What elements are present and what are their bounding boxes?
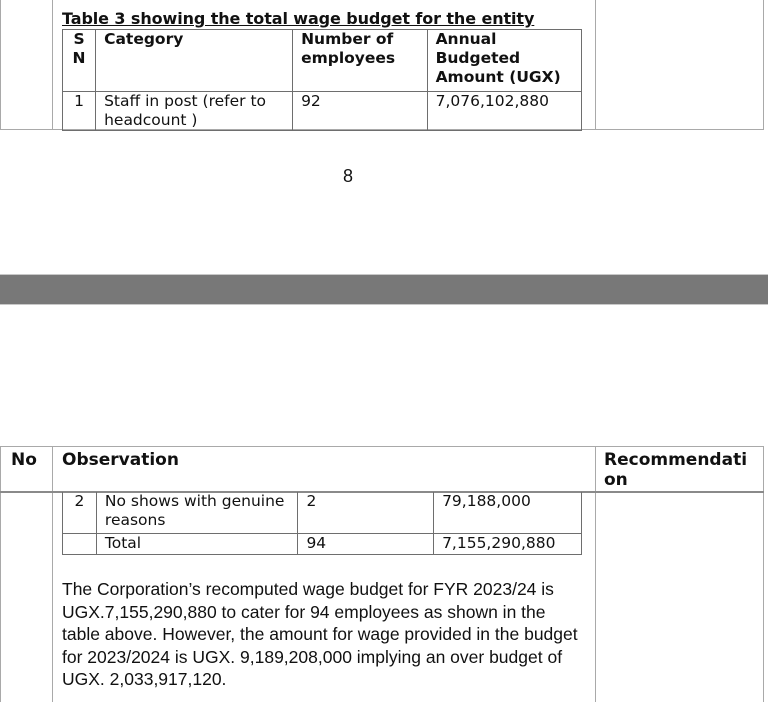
cell-employees: 94 xyxy=(298,533,434,554)
table-border-right xyxy=(763,0,764,130)
header-employees xyxy=(293,30,428,92)
cell-category-line: headcount ) xyxy=(104,111,198,129)
table-border-top xyxy=(0,446,764,447)
table-title: Table 3 showing the total wage budget for the entity xyxy=(62,9,535,28)
column-divider-no xyxy=(52,0,53,130)
page-break-separator xyxy=(0,274,768,305)
column-divider-no xyxy=(52,446,53,702)
wage-budget-table xyxy=(62,29,582,131)
table-row-total xyxy=(63,533,582,554)
column-header-recommendation-line: Recommendati xyxy=(604,450,748,470)
cell-employees: 92 xyxy=(293,92,428,131)
cell-category-line: Staff in post (refer to xyxy=(104,92,267,110)
table-row xyxy=(63,492,582,533)
cell-category: Total xyxy=(96,533,298,554)
column-header-recommendation-line: on xyxy=(604,470,628,490)
column-header-no: No xyxy=(11,450,37,470)
table-header-row xyxy=(63,30,582,92)
header-sn xyxy=(63,30,96,92)
header-category: Category xyxy=(96,30,293,92)
cell-amount: 7,155,290,880 xyxy=(434,533,582,554)
header-amount-line: Annual xyxy=(435,30,497,48)
cell-amount: 7,076,102,880 xyxy=(427,92,581,131)
header-amount-line: Budgeted xyxy=(435,49,521,67)
cell-category xyxy=(96,92,293,131)
table-row xyxy=(63,92,582,131)
wage-budget-table-continued xyxy=(62,492,582,555)
header-employees-line: Number of xyxy=(301,30,394,48)
observation-paragraph: The Corporation’s recomputed wage budget for FYR 2023/24 is UGX.7,155,290,880 to cater for 94 employees as shown in the table above. However, the amount for wage provided in the budget for 2023/2024 is UGX. 9,189,208,000 implying an over budget of UGX. 2,033,917,120. xyxy=(62,579,578,689)
cell-sn: 1 xyxy=(63,92,96,131)
cell-category-line: No shows with genuine xyxy=(104,492,285,510)
column-divider-recommendation xyxy=(595,446,596,702)
header-sn-line: N xyxy=(72,49,86,67)
column-header-observation: Observation xyxy=(62,450,179,470)
header-amount xyxy=(427,30,581,92)
table-border-left xyxy=(0,446,1,702)
cell-sn xyxy=(63,533,97,554)
column-divider-recommendation xyxy=(595,0,596,130)
page-number: 8 xyxy=(343,166,354,186)
header-amount-line: Amount (UGX) xyxy=(435,68,561,86)
cell-category xyxy=(96,492,298,533)
column-header-recommendation xyxy=(604,450,747,490)
table-border-right xyxy=(763,446,764,702)
cell-employees: 2 xyxy=(298,492,434,533)
table-border-left xyxy=(0,0,1,130)
header-sn-line: S xyxy=(73,30,85,48)
header-employees-line: employees xyxy=(301,49,396,67)
cell-sn: 2 xyxy=(63,492,97,533)
cell-amount: 79,188,000 xyxy=(434,492,582,533)
cell-category-line: reasons xyxy=(104,511,166,529)
